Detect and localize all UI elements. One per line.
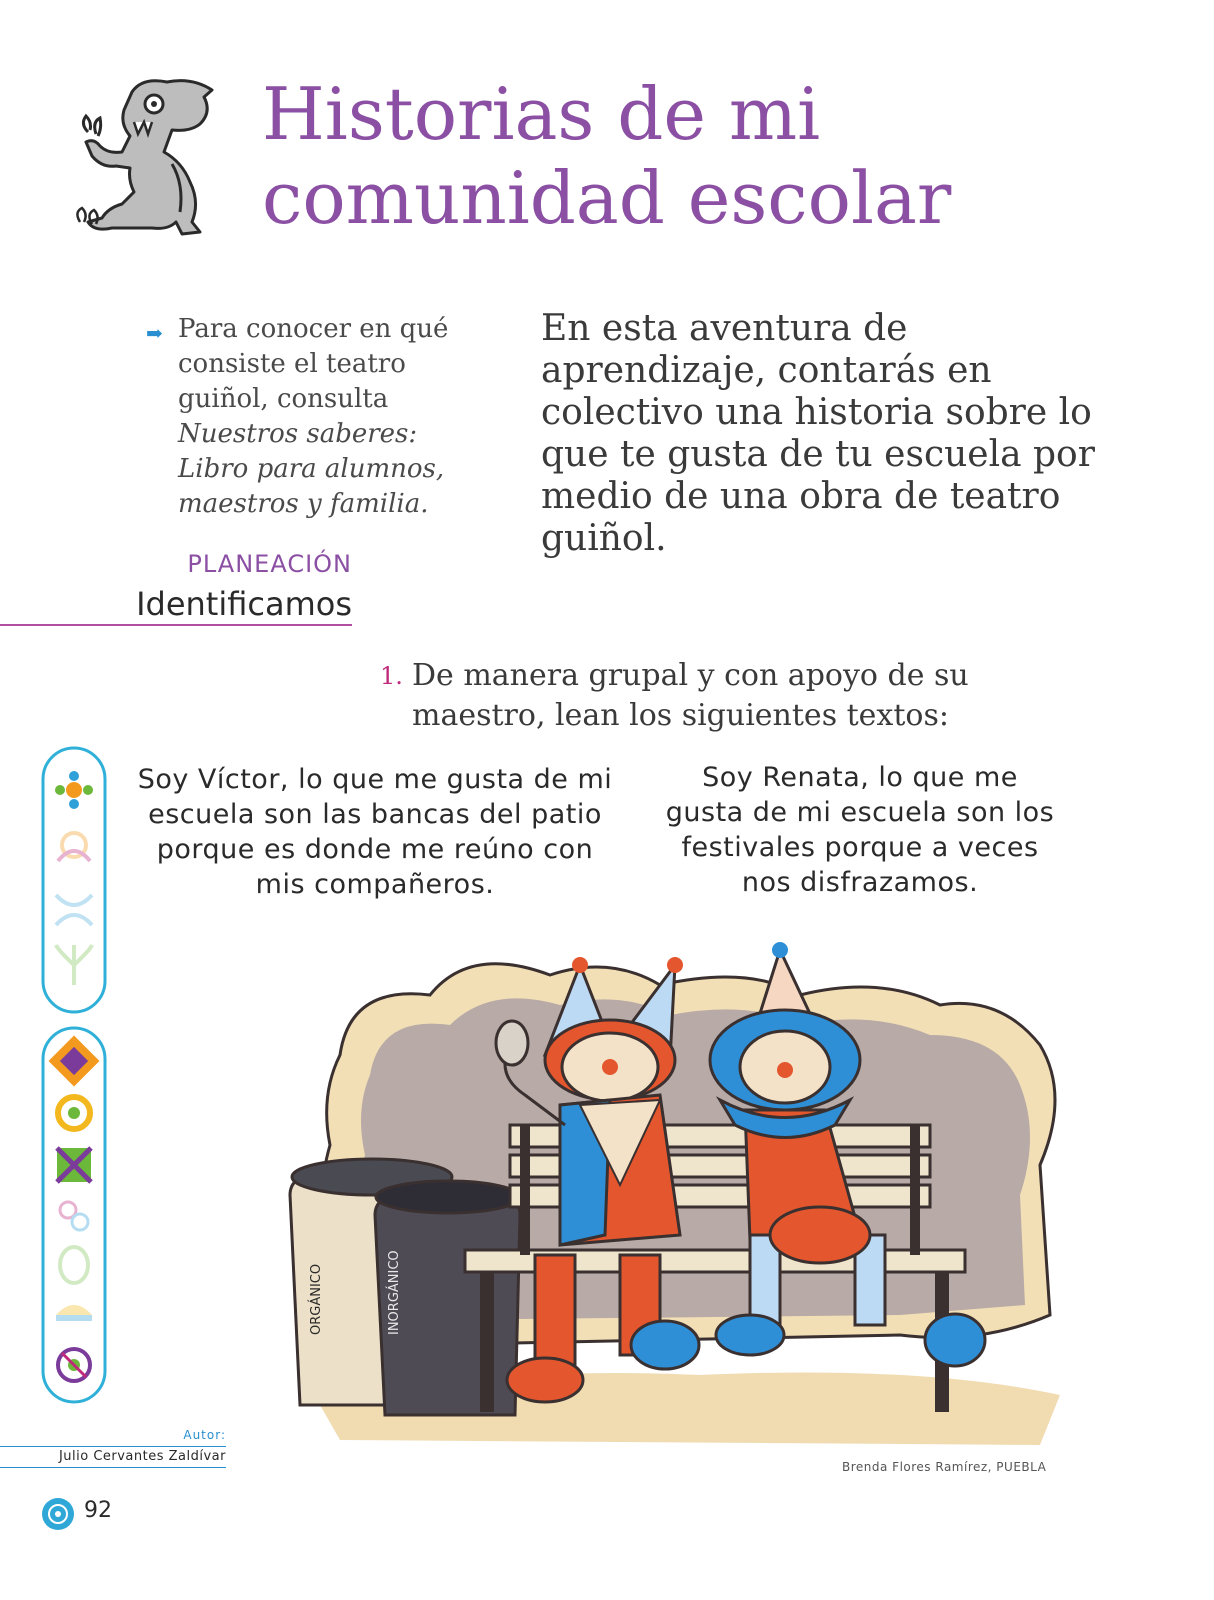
step-text: De manera grupal y con apoyo de su maestro, lean los siguientes textos:	[412, 658, 969, 733]
illustration-credit: Brenda Flores Ramírez, PUEBLA	[842, 1460, 1047, 1474]
author-divider-bottom	[0, 1467, 226, 1468]
organic-bin-label: ORGÁNICO	[309, 1263, 324, 1335]
author-name: Julio Cervantes Zaldívar	[58, 1449, 226, 1464]
speech-renata: Soy Renata, lo que me gusta de mi escuela son los festivales porque a veces nos disfrazamos.	[665, 762, 1055, 898]
speech-victor: Soy Víctor, lo que me gusta de mi escuela son las bancas del patio porque es donde me reúno con mis compañeros.	[137, 764, 613, 900]
page-number: 92	[84, 1498, 112, 1523]
author-label: Autor:	[183, 1428, 226, 1442]
author-divider-top	[0, 1446, 226, 1447]
inorganic-bin-label: INORGÁNICO	[387, 1250, 402, 1335]
step-instruction	[380, 656, 1020, 736]
arrow-right-icon: ➡	[146, 321, 163, 345]
competency-rail-bottom	[40, 1025, 108, 1405]
side-note	[146, 312, 470, 522]
section-divider	[0, 624, 352, 626]
side-note-sentence: Para conocer en qué consiste el teatro guiñol, consulta	[178, 314, 449, 414]
step-number: 1.	[380, 662, 403, 690]
inorganic-bin	[375, 1181, 520, 1415]
section-label: PLANEACIÓN	[187, 550, 352, 578]
section-title: Identificamos	[136, 585, 352, 623]
title-line-2: comunidad escolar	[262, 156, 952, 240]
side-note-text	[178, 312, 470, 522]
book-title-line-1: Nuestros saberes:	[178, 419, 418, 449]
book-title-line-2: Libro para alumnos,	[178, 454, 445, 484]
title-line-1: Historias de mi	[262, 72, 821, 156]
intro-paragraph: En esta aventura de aprendizaje, contarás en colectivo una historia sobre lo que te gusta de tu escuela por medio de una obra de teatro guiñol.	[541, 308, 1095, 559]
competency-rail-top	[40, 745, 108, 1015]
clowns-bench-illustration	[280, 935, 1070, 1455]
book-title-line-3: maestros y familia.	[178, 489, 429, 519]
page-title	[262, 72, 1162, 240]
hourglass-icon	[57, 1148, 91, 1182]
mascot-icon	[72, 72, 222, 242]
page-badge-icon	[40, 1496, 76, 1532]
